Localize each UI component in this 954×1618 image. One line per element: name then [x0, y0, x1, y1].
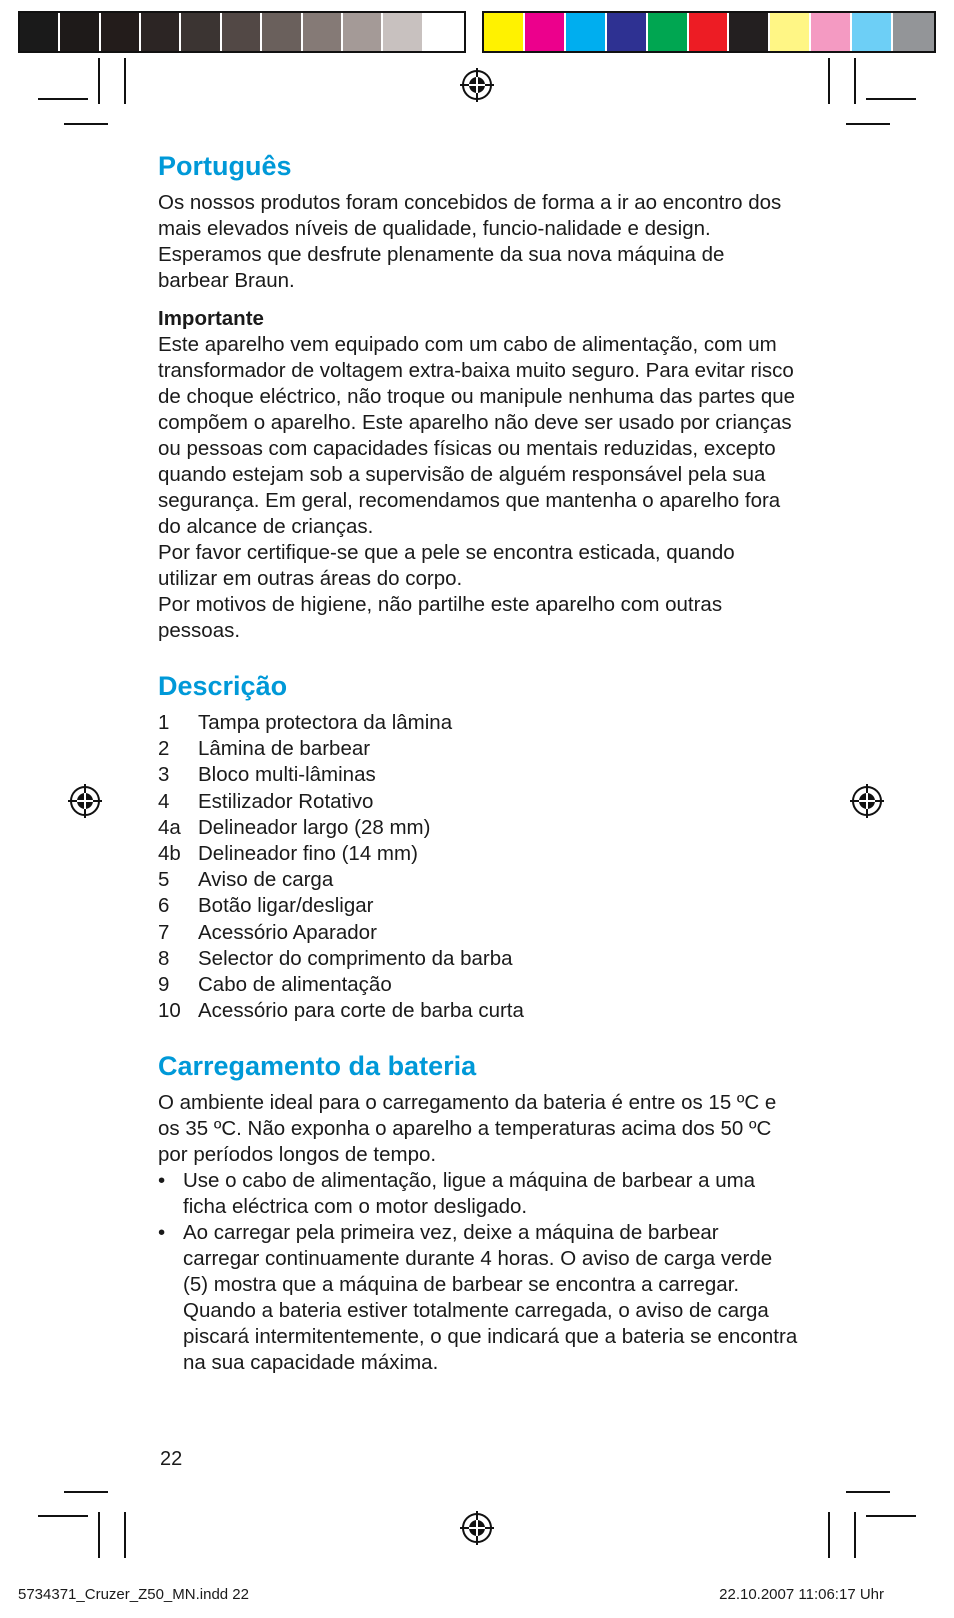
gray-swatch: [141, 13, 181, 51]
gray-swatch: [343, 13, 383, 51]
list-item: [158, 867, 798, 893]
cmyk-swatch: [648, 13, 689, 51]
list-item-label: Botão ligar/desligar: [198, 894, 374, 918]
bullet-item: [158, 1220, 798, 1376]
crop-mark: [854, 1512, 856, 1558]
crop-mark: [846, 1491, 890, 1493]
crop-mark: [64, 1491, 108, 1493]
list-item: [158, 789, 798, 815]
list-item-number: 4: [158, 789, 170, 813]
list-item-number: 1: [158, 711, 170, 734]
cmyk-swatch: [689, 13, 730, 51]
cmyk-swatch: [525, 13, 566, 51]
footer-filename: 5734371_Cruzer_Z50_MN.indd 22: [18, 1586, 249, 1603]
parts-list: [158, 710, 798, 1024]
cmyk-swatch: [852, 13, 893, 51]
list-item: [158, 736, 798, 762]
gray-swatch: [60, 13, 100, 51]
list-item: [158, 841, 798, 867]
list-item-label: Lâmina de barbear: [198, 737, 371, 761]
list-item-number: 3: [158, 763, 170, 787]
gray-swatch: [303, 13, 343, 51]
bullet-icon: •: [158, 1169, 166, 1193]
gray-swatch: [20, 13, 60, 51]
gray-swatch: [222, 13, 262, 51]
grayscale-calibration-bar: [18, 11, 466, 53]
list-item-label: Acessório Aparador: [198, 920, 377, 944]
list-item-label: Delineador largo (28 mm): [198, 815, 431, 839]
charging-intro: O ambiente ideal para o carregamento da bateria é entre os 15 ºC e os 35 ºC. Não exponha o aparelho a temperaturas acima dos 50 ºC por períodos longos de tempo.: [158, 1091, 777, 1167]
cmyk-swatch: [811, 13, 852, 51]
crop-mark: [38, 1515, 88, 1517]
list-item-label: Aviso de carga: [198, 868, 334, 892]
crop-mark: [866, 98, 916, 100]
list-item-label: Tampa protectora da lâmina: [198, 711, 453, 734]
list-item-label: Bloco multi-lâminas: [198, 763, 376, 787]
section-title-carregamento: Carregamento da bateria: [158, 1051, 477, 1082]
crop-mark: [828, 58, 830, 104]
list-item-number: 7: [158, 920, 170, 944]
list-item-label: Estilizador Rotativo: [198, 789, 374, 813]
list-item-label: Selector do comprimento da barba: [198, 946, 513, 970]
gray-swatch: [181, 13, 221, 51]
crop-mark: [854, 58, 856, 104]
important-paragraph: Este aparelho vem equipado com um cabo de alimentação, com um transformador de voltagem extra-baixa muito seguro. Para evitar risco de choque eléctrico, não troque ou manipule nenhuma das partes que compõem o aparelho. Este aparelho não deve ser usado por crianças ou pessoas com capacidades físicas ou mentais reduzidas, excepto quando estejam sob a supervisão de alguém responsável pela sua segurança. Em geral, recomendamos que mantenha o aparelho fora do alcance de crianças.: [158, 333, 796, 538]
list-item-number: 10: [158, 999, 181, 1023]
crop-mark: [866, 1515, 916, 1517]
list-item-number: 9: [158, 973, 170, 997]
section-title-portugues: Português: [158, 151, 292, 181]
crop-mark: [64, 123, 108, 125]
bullet-text: Ao carregar pela primeira vez, deixe a máquina de barbear carregar continuamente durante 4 horas. O aviso de carga verde (5) mostra que a máquina de barbear se encontra a carregar. Quando a bateria estiver totalmente carregada, o aviso de carga piscará intermitentemente, o que indicará que a bateria se encontra na sua capacidade máxima.: [183, 1221, 798, 1375]
cmyk-swatch: [484, 13, 525, 51]
list-item-label: Cabo de alimentação: [198, 973, 392, 997]
page-number: 22: [160, 1448, 183, 1470]
list-item: [158, 946, 798, 972]
list-item-number: 2: [158, 737, 170, 761]
footer-timestamp: 22.10.2007 11:06:17 Uhr: [719, 1586, 884, 1603]
registration-mark-icon: [850, 784, 884, 818]
page-content: [158, 150, 798, 1376]
list-item: [158, 815, 798, 841]
list-item: [158, 972, 798, 998]
cmyk-swatch: [893, 13, 934, 51]
crop-mark: [124, 58, 126, 104]
important-paragraph-3: Por motivos de higiene, não partilhe este aparelho com outras pessoas.: [158, 593, 723, 642]
crop-mark: [124, 1512, 126, 1558]
gray-swatch: [262, 13, 302, 51]
gray-swatch: [383, 13, 423, 51]
charging-bullets: [158, 1168, 798, 1376]
list-item-number: 4b: [158, 842, 181, 866]
crop-mark: [98, 1512, 100, 1558]
registration-mark-icon: [460, 1511, 494, 1545]
bullet-icon: •: [158, 1221, 166, 1245]
list-item-number: 6: [158, 894, 170, 918]
intro-paragraph: Os nossos produtos foram concebidos de forma a ir ao encontro dos mais elevados níveis de qualidade, funcio-nalidade e design. Esperamos que desfrute plenamente da sua nova máquina de barbear Braun.: [158, 191, 782, 292]
crop-mark: [38, 98, 88, 100]
list-item: [158, 710, 798, 736]
cmyk-swatch: [729, 13, 770, 51]
gray-swatch: [101, 13, 141, 51]
list-item-number: 8: [158, 946, 170, 970]
cmyk-calibration-bar: [482, 11, 936, 53]
list-item-label: Acessório para corte de barba curta: [198, 999, 524, 1023]
important-paragraph-2: Por favor certifique-se que a pele se encontra esticada, quando utilizar em outras áreas do corpo.: [158, 541, 735, 590]
important-heading: Importante: [158, 307, 264, 330]
section-title-descricao: Descrição: [158, 671, 288, 701]
list-item: [158, 998, 798, 1024]
cmyk-swatch: [566, 13, 607, 51]
cmyk-swatch: [607, 13, 648, 51]
crop-mark: [846, 123, 890, 125]
list-item-number: 5: [158, 868, 170, 892]
crop-mark: [98, 58, 100, 104]
bullet-item: [158, 1168, 798, 1220]
cmyk-swatch: [770, 13, 811, 51]
gray-swatch: [424, 13, 464, 51]
list-item-label: Delineador fino (14 mm): [198, 842, 418, 866]
list-item: [158, 762, 798, 788]
crop-mark: [828, 1512, 830, 1558]
bullet-text: Use o cabo de alimentação, ligue a máquina de barbear a uma ficha eléctrica com o motor desligado.: [183, 1169, 756, 1219]
registration-mark-icon: [460, 68, 494, 102]
registration-mark-icon: [68, 784, 102, 818]
list-item: [158, 920, 798, 946]
list-item: [158, 893, 798, 919]
list-item-number: 4a: [158, 815, 181, 839]
